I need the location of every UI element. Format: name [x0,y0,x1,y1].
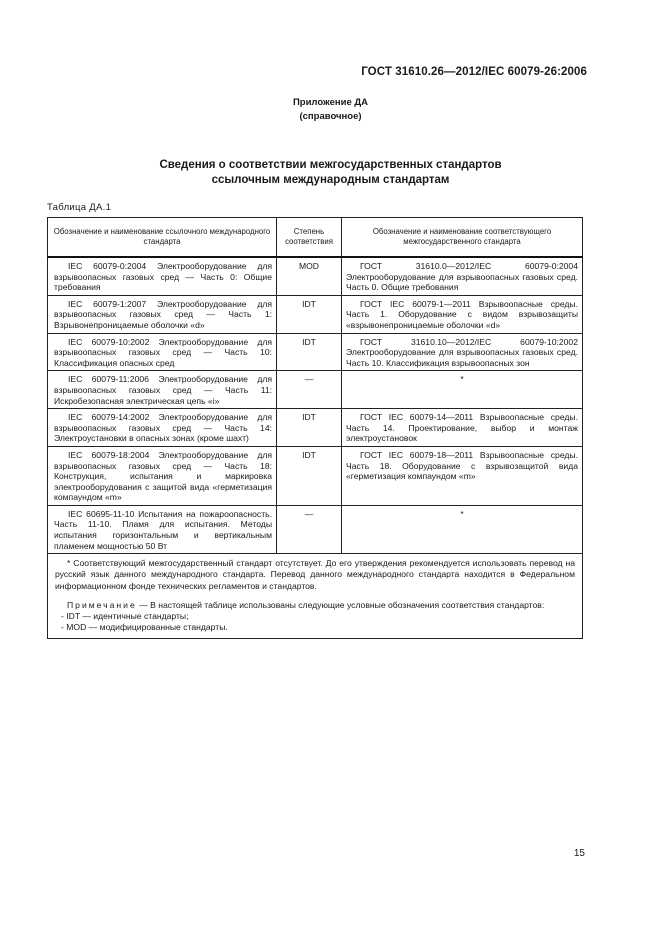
table-footnotes [48,554,583,639]
table-row [48,371,583,409]
annex-title: Приложение ДА [292,97,369,108]
degree-cell: MOD [277,257,342,295]
degree-cell: — [277,505,342,553]
page-title-line-2: ссылочным международным стандартам [211,174,450,186]
table-caption: Таблица ДА.1 [47,202,112,213]
degree-cell: — [277,371,342,409]
table-row [48,257,583,295]
column-header-interstate: Обозначение и наименование соответствующего межгосударственного стандарта [342,218,583,258]
page-number: 15 [573,848,585,859]
correspondence-table [47,217,583,639]
international-standard-cell: IEC 60079-11:2006 Электрооборудование для взрывоопасных газовых сред — Часть 11: Искробезопасная электрическая цепь «i» [48,371,277,409]
footnote-text: * Соответствующий межгосударственный стандарт отсутствует. До его утверждения рекомендуется использовать перевод на русский язык данного международного стандарта. Перевод данного международного стандарта находится в Федеральном информационном фонде технических регламентов и стандартов. [55,558,575,591]
annex-heading [0,96,661,124]
degree-cell: IDT [277,333,342,371]
international-standard-cell: IEC 60079-10:2002 Электрооборудование для взрывоопасных газовых сред — Часть 10: Классификация опасных сред [48,333,277,371]
interstate-standard-cell: * [342,371,583,409]
column-header-degree: Степень соответствия [277,218,342,258]
international-standard-cell: IEC 60079-18:2004 Электрооборудование для взрывоопасных газовых сред — Часть 18: Конструкция, испытания и маркировка электрооборудования с защитой вида «герметизация компаундом «m» [48,446,277,505]
note-label: Примечание [67,599,137,610]
note-list-item: - MOD — модифицированные стандарты. [61,622,228,633]
interstate-standard-cell: ГОСТ 31610.10—2012/IEC 60079-10:2002 Электрооборудование для взрывоопасных газовых сред. Часть 10. Классификация взрывоопасных зон [342,333,583,371]
correspondence-table-wrapper [47,217,582,639]
note-list-item: - IDT — идентичные стандарты; [61,611,189,622]
annex-subtitle: (справочное) [299,111,362,122]
international-standard-cell: IEC 60695-11-10 Испытания на пожароопасность. Часть 11-10. Пламя для испытания. Методы испытания горизонтальным и вертикальным пламенем мощностью 50 Вт [48,505,277,553]
international-standard-cell: IEC 60079-14:2002 Электрооборудование для взрывоопасных газовых сред — Часть 14: Электроустановки в опасных зонах (кроме шахт) [48,409,277,447]
column-header-international: Обозначение и наименование ссылочного международного стандарта [48,218,277,258]
table-row [48,295,583,333]
table-row [48,446,583,505]
document-code-header: ГОСТ 31610.26—2012/IEC 60079-26:2006 [361,66,587,78]
table-row [48,505,583,553]
interstate-standard-cell: ГОСТ IEC 60079-1—2011 Взрывоопасные среды. Часть 1. Оборудование с видом взрывозащиты «взрывонепроницаемые оболочки «d» [342,295,583,333]
note-paragraph [55,600,575,611]
table-row [48,333,583,371]
table-header-row [48,218,583,258]
interstate-standard-cell: ГОСТ IEC 60079-18—2011 Взрывоопасные среды. Часть 18. Оборудование с взрывозащитой вида «герметизация компаундом «m» [342,446,583,505]
international-standard-cell: IEC 60079-1:2007 Электрооборудование для взрывоопасных газовых сред — Часть 1: Взрывонепроницаемые оболочки «d» [48,295,277,333]
degree-cell: IDT [277,409,342,447]
table-row [48,409,583,447]
page-title [0,158,661,188]
degree-cell: IDT [277,295,342,333]
interstate-standard-cell: ГОСТ 31610.0—2012/IEC 60079-0:2004 Электрооборудование для взрывоопасных газовых сред. Часть 0. Общие требования [342,257,583,295]
note-text: — В настоящей таблице использованы следующие условные обозначения соответствия стандартов: [139,599,545,610]
interstate-standard-cell: * [342,505,583,553]
interstate-standard-cell: ГОСТ IEC 60079-14—2011 Взрывоопасные среды. Часть 14. Проектирование, выбор и монтаж электроустановок [342,409,583,447]
page-title-line-1: Сведения о соответствии межгосударственных стандартов [159,159,502,171]
table-footer-row [48,554,583,639]
degree-cell: IDT [277,446,342,505]
international-standard-cell: IEC 60079-0:2004 Электрооборудование для взрывоопасных газовых сред — Часть 0: Общие требования [48,257,277,295]
